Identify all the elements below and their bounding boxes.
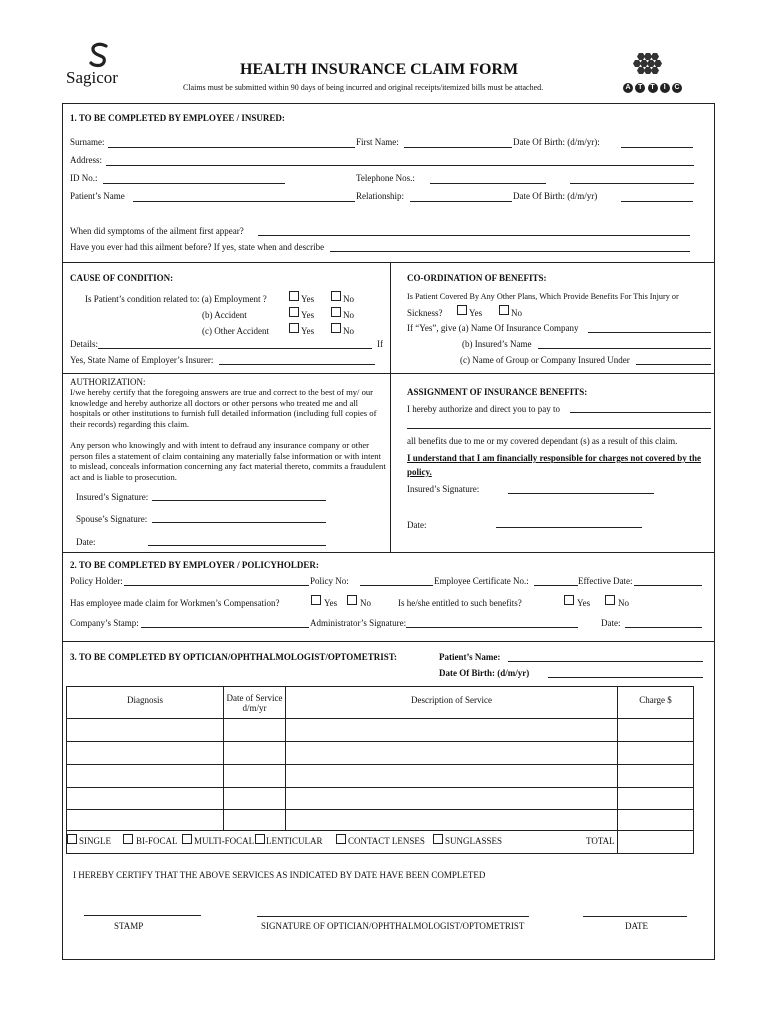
effective-date-label: Effective Date: — [578, 576, 633, 586]
group-name-label: (c) Name of Group or Company Insured Under — [460, 355, 630, 365]
section2-heading: 2. TO BE COMPLETED BY EMPLOYER / POLICYHOLDER: — [70, 560, 319, 570]
policy-no-field[interactable] — [360, 585, 433, 586]
attic-letter: A — [623, 83, 633, 93]
assignment-signature-label: Insured’s Signature: — [407, 484, 480, 494]
spouse-signature-label: Spouse’s Signature: — [76, 514, 148, 524]
table-cell[interactable] — [67, 719, 224, 742]
final-date-label: DATE — [625, 921, 648, 931]
sickness-label: Sickness? — [407, 308, 443, 318]
entitled-no-checkbox[interactable] — [605, 595, 615, 605]
address-field[interactable] — [106, 165, 694, 166]
s3-patient-name-field[interactable] — [508, 661, 703, 662]
yes-label: Yes — [577, 598, 591, 608]
employer-insurer-label: Yes, State Name of Employer’s Insurer: — [70, 355, 214, 365]
first-name-label: First Name: — [356, 137, 399, 147]
dob-field[interactable] — [621, 147, 693, 148]
assignment-signature-field[interactable] — [508, 493, 654, 494]
table-cell[interactable] — [224, 788, 286, 810]
table-cell[interactable] — [618, 742, 694, 765]
entitled-yes-checkbox[interactable] — [564, 595, 574, 605]
table-cell[interactable] — [224, 765, 286, 788]
other-accident-no-checkbox[interactable] — [331, 323, 341, 333]
form-subtitle: Claims must be submitted within 90 days of being incurred and original receipts/itemized bills must be attached. — [183, 83, 544, 92]
auth-date-label: Date: — [76, 537, 96, 547]
entitled-label: Is he/she entitled to such benefits? — [398, 598, 522, 608]
contact-lenses-label: CONTACT LENSES — [348, 836, 425, 846]
no-label: No — [618, 598, 629, 608]
bifocal-label: BI-FOCAL — [136, 836, 178, 846]
workmens-label: Has employee made claim for Workmen’s Compensation? — [70, 598, 280, 608]
patient-name-field[interactable] — [133, 201, 355, 202]
coord-yes-checkbox[interactable] — [457, 305, 467, 315]
divider — [390, 262, 391, 552]
surname-field[interactable] — [108, 147, 355, 148]
employee-cert-label: Employee Certificate No.: — [434, 576, 529, 586]
workmens-no-checkbox[interactable] — [347, 595, 357, 605]
employment-no-checkbox[interactable] — [331, 291, 341, 301]
sunglasses-label: SUNGLASSES — [445, 836, 503, 846]
relationship-field[interactable] — [410, 201, 512, 202]
attic-letter: C — [672, 83, 682, 93]
table-header-row — [67, 687, 694, 719]
assignment-date-field[interactable] — [496, 527, 642, 528]
id-no-field[interactable] — [103, 183, 285, 184]
employee-cert-field[interactable] — [534, 585, 578, 586]
description-header: Description of Service — [286, 687, 618, 719]
spouse-signature-field[interactable] — [152, 522, 326, 523]
insurance-company-field[interactable] — [588, 332, 711, 333]
table-cell[interactable] — [67, 810, 224, 831]
single-checkbox[interactable] — [67, 834, 77, 844]
dob2-label: Date Of Birth: (d/m/yr) — [513, 191, 598, 201]
telephone-label: Telephone Nos.: — [356, 173, 415, 183]
table-cell[interactable] — [67, 788, 224, 810]
date-header-line2: d/m/yr — [242, 703, 267, 713]
coord-heading: CO-ORDINATION OF BENEFITS: — [407, 273, 547, 283]
section3-heading: 3. TO BE COMPLETED BY OPTICIAN/OPHTHALMOLOGIST/OPTOMETRIST: — [70, 652, 398, 662]
s3-patient-name-label: Patient’s Name: — [439, 652, 501, 662]
section2-date-label: Date: — [601, 618, 621, 628]
auth-date-field[interactable] — [148, 545, 326, 546]
authorization-heading: AUTHORIZATION: — [70, 377, 146, 387]
yes-label: Yes — [324, 598, 338, 608]
divider — [62, 373, 715, 374]
date-header-line1: Date of Service — [226, 693, 283, 703]
details-field[interactable] — [98, 348, 372, 349]
dob-label: Date Of Birth: (d/m/yr): — [513, 137, 600, 147]
table-cell[interactable] — [618, 765, 694, 788]
attic-letter: T — [635, 83, 645, 93]
total-label: TOTAL — [586, 836, 615, 846]
admin-signature-label: Administrator’s Signature: — [310, 618, 407, 628]
other-accident-label: (c) Other Accident — [202, 326, 269, 336]
workmens-yes-checkbox[interactable] — [311, 595, 321, 605]
yes-label: Yes — [301, 326, 315, 336]
table-cell[interactable] — [286, 719, 618, 742]
insured-name-field[interactable] — [538, 348, 711, 349]
coord-no-checkbox[interactable] — [499, 305, 509, 315]
table-cell[interactable] — [618, 788, 694, 810]
divider — [62, 552, 715, 553]
telephone-field-2[interactable] — [570, 183, 694, 184]
hexagon-cluster-icon — [630, 52, 664, 78]
id-no-label: ID No.: — [70, 173, 98, 183]
s3-dob-label: Date Of Birth: (d/m/yr) — [439, 668, 530, 678]
pay-to-field-1[interactable] — [570, 412, 711, 413]
accident-no-checkbox[interactable] — [331, 307, 341, 317]
coord-question: Is Patient Covered By Any Other Plans, Which Provide Benefits For This Injury or — [407, 292, 679, 301]
assignment-heading: ASSIGNMENT OF INSURANCE BENEFITS: — [407, 387, 588, 397]
charge-header: Charge $ — [618, 687, 694, 719]
had-before-field[interactable] — [330, 251, 690, 252]
sunglasses-checkbox[interactable] — [433, 834, 443, 844]
relationship-label: Relationship: — [356, 191, 404, 201]
section1-heading: 1. TO BE COMPLETED BY EMPLOYEE / INSURED: — [70, 113, 285, 123]
patient-name-label: Patient’s Name — [70, 191, 125, 201]
dob2-field[interactable] — [621, 201, 693, 202]
address-label: Address: — [70, 155, 102, 165]
cause-heading: CAUSE OF CONDITION: — [70, 273, 174, 283]
employer-insurer-field[interactable] — [219, 364, 375, 365]
yes-label: Yes — [469, 308, 483, 318]
final-date-line[interactable] — [583, 916, 687, 917]
accident-yes-checkbox[interactable] — [289, 307, 299, 317]
telephone-field-1[interactable] — [430, 183, 546, 184]
single-label: SINGLE — [79, 836, 111, 846]
no-label: No — [343, 294, 354, 304]
brand-name: Sagicor — [66, 68, 118, 87]
attic-letter: I — [660, 83, 670, 93]
table-cell[interactable] — [67, 742, 224, 765]
symptoms-label: When did symptoms of the ailment first appear? — [70, 226, 244, 236]
no-label: No — [343, 326, 354, 336]
optician-signature-line[interactable] — [257, 916, 529, 917]
services-table — [66, 686, 694, 854]
fraud-warning-text: Any person who knowingly and with intent to defraud any insurance company or other person files a statement of claim containing any materially false information or with intent to mislead, conceals information concerning any fact material thereto, commits a fraudulent act and is liable to prosecution. — [70, 440, 386, 482]
understand-text-2: policy. — [407, 467, 432, 477]
group-name-field[interactable] — [636, 364, 711, 365]
divider — [62, 641, 715, 642]
policy-no-label: Policy No: — [310, 576, 349, 586]
effective-date-field[interactable] — [634, 585, 702, 586]
diagnosis-header: Diagnosis — [67, 687, 224, 719]
certify-text: I HEREBY CERTIFY THAT THE ABOVE SERVICES AS INDICATED BY DATE HAVE BEEN COMPLETED — [73, 870, 486, 880]
yes-label: Yes — [301, 294, 315, 304]
no-label: No — [360, 598, 371, 608]
table-row — [67, 765, 694, 788]
divider — [62, 262, 715, 263]
table-cell[interactable] — [286, 788, 618, 810]
if-yes-label: If “Yes”, give (a) Name Of Insurance Company — [407, 323, 579, 333]
details-label: Details: — [70, 339, 98, 349]
lenticular-label: LENTICULAR — [266, 836, 323, 846]
table-cell[interactable] — [224, 810, 286, 831]
company-stamp-label: Company’s Stamp: — [70, 618, 139, 628]
sagicor-logo — [66, 42, 136, 92]
authorization-text: I/we hereby certify that the foregoing answers are true and correct to the best of my/ our knowledge and hereby authorize all doctors or other persons who treated me and all hospitals or other institutions to furnish full detailed information (including full copies of their records) regarding this claim. — [70, 387, 377, 429]
had-before-label: Have you ever had this ailment before? If yes, state when and describe — [70, 242, 325, 252]
table-cell[interactable] — [67, 765, 224, 788]
attic-letter: T — [648, 83, 658, 93]
lenticular-checkbox[interactable] — [255, 834, 265, 844]
table-cell[interactable] — [286, 742, 618, 765]
table-cell[interactable] — [618, 810, 694, 831]
insured-signature-field[interactable] — [152, 500, 326, 501]
understand-text-1: I understand that I am financially responsible for charges not covered by the — [407, 453, 702, 463]
date-of-service-header — [224, 687, 286, 719]
table-row — [67, 742, 694, 765]
table-cell[interactable] — [618, 719, 694, 742]
table-cell[interactable] — [224, 719, 286, 742]
company-stamp-field[interactable] — [141, 627, 309, 628]
cause-question: Is Patient’s condition related to: (a) Employment ? — [85, 294, 267, 304]
bifocal-checkbox[interactable] — [123, 834, 133, 844]
admin-signature-field[interactable] — [406, 627, 578, 628]
stamp-label: STAMP — [114, 921, 144, 931]
table-cell[interactable] — [286, 810, 618, 831]
form-title: HEALTH INSURANCE CLAIM FORM — [240, 61, 519, 78]
policy-holder-label: Policy Holder: — [70, 576, 123, 586]
pay-to-field-2[interactable] — [407, 428, 711, 429]
insured-name-label: (b) Insured’s Name — [462, 339, 532, 349]
table-row — [67, 810, 694, 831]
authorize-label: I hereby authorize and direct you to pay to — [407, 404, 560, 414]
section2-date-field[interactable] — [625, 627, 702, 628]
no-label: No — [511, 308, 522, 318]
all-benefits-text: all benefits due to me or my covered dependant (s) as a result of this claim. — [407, 436, 678, 446]
yes-label: Yes — [301, 310, 315, 320]
multifocal-checkbox[interactable] — [182, 834, 192, 844]
if-label: If — [377, 339, 383, 349]
attic-logo — [620, 52, 680, 96]
insured-signature-label: Insured’s Signature: — [76, 492, 149, 502]
total-charge-cell[interactable] — [618, 831, 694, 854]
table-cell[interactable] — [224, 742, 286, 765]
contact-lenses-checkbox[interactable] — [336, 834, 346, 844]
first-name-field[interactable] — [404, 147, 512, 148]
surname-label: Surname: — [70, 137, 105, 147]
table-row — [67, 788, 694, 810]
accident-label: (b) Accident — [202, 310, 247, 320]
employment-yes-checkbox[interactable] — [289, 291, 299, 301]
multifocal-label: MULTI-FOCAL — [194, 836, 255, 846]
stamp-line[interactable] — [84, 915, 201, 916]
no-label: No — [343, 310, 354, 320]
attic-letters — [623, 81, 682, 93]
other-accident-yes-checkbox[interactable] — [289, 323, 299, 333]
policy-holder-field[interactable] — [124, 585, 309, 586]
sagicor-s-icon — [84, 42, 114, 68]
optician-signature-label: SIGNATURE OF OPTICIAN/OPHTHALMOLOGIST/OPTOMETRIST — [261, 921, 525, 931]
table-cell[interactable] — [286, 765, 618, 788]
s3-dob-field[interactable] — [548, 677, 703, 678]
assignment-date-label: Date: — [407, 520, 427, 530]
symptoms-field[interactable] — [258, 235, 690, 236]
table-row — [67, 719, 694, 742]
